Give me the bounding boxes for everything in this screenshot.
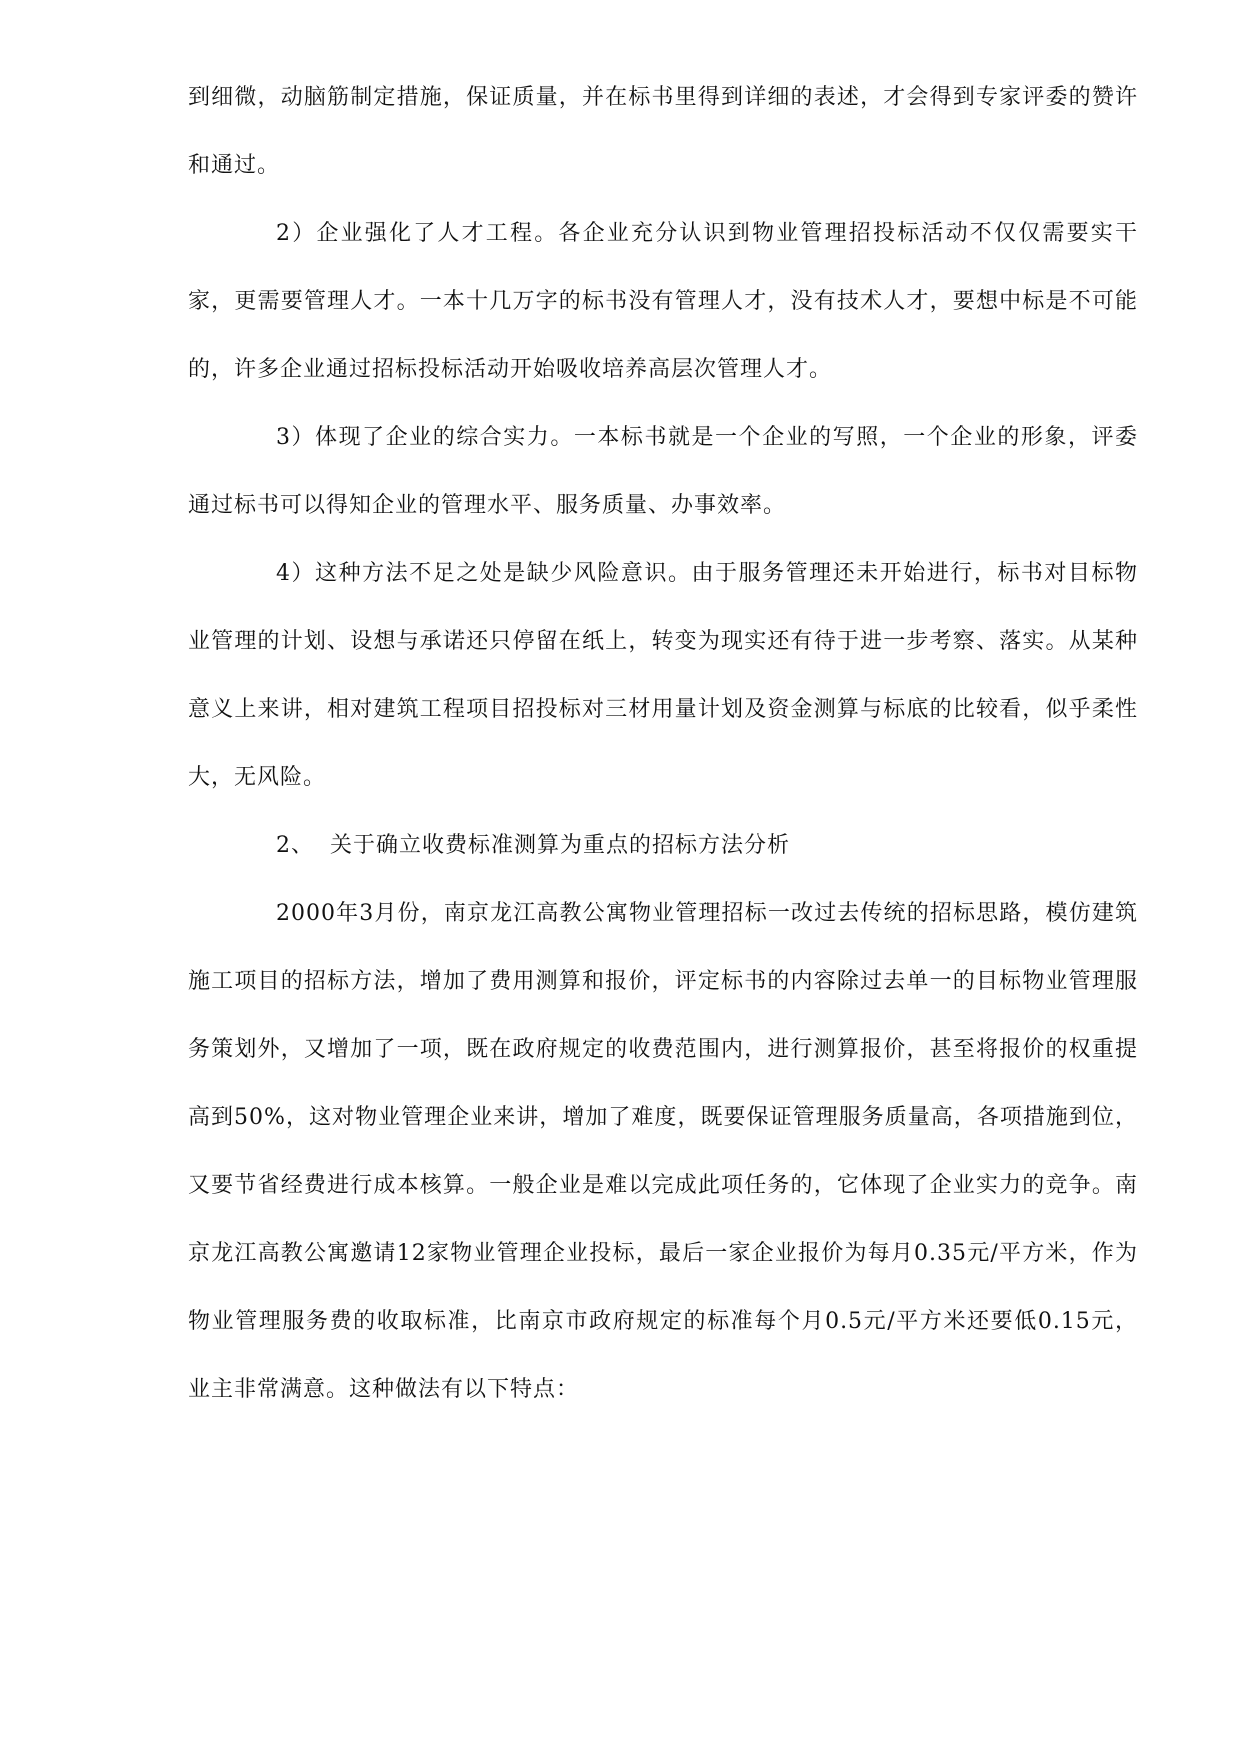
section-heading: 2、 关于确立收费标准测算为重点的招标方法分析 xyxy=(276,833,790,858)
document-body xyxy=(188,64,1138,1424)
paragraph-point-4: 4）这种方法不足之处是缺少风险意识。由于服务管理还未开始进行，标书对目标物业管理的计划、设想与承诺还只停留在纸上，转变为现实还有待于进一步考察、落实。从某种意义上来讲，相对建筑工程项目招投标对三材用量计划及资金测算与标底的比较看，似乎柔性大，无风险。 xyxy=(188,561,1138,790)
paragraph-point-3: 3）体现了企业的综合实力。一本标书就是一个企业的写照，一个企业的形象，评委通过标书可以得知企业的管理水平、服务质量、办事效率。 xyxy=(188,425,1138,518)
paragraph-point-2: 2）企业强化了人才工程。各企业充分认识到物业管理招投标活动不仅仅需要实干家，更需要管理人才。一本十几万字的标书没有管理人才，没有技术人才，要想中标是不可能的，许多企业通过招标投标活动开始吸收培养高层次管理人才。 xyxy=(188,221,1138,382)
paragraph-continuation: 到细微，动脑筋制定措施，保证质量，并在标书里得到详细的表述，才会得到专家评委的赞许和通过。 xyxy=(188,85,1138,178)
paragraph-nanjing-case: 2000年3月份，南京龙江高教公寓物业管理招标一改过去传统的招标思路，模仿建筑施工项目的招标方法，增加了费用测算和报价，评定标书的内容除过去单一的目标物业管理服务策划外，又增加了一项，既在政府规定的收费范围内，进行测算报价，甚至将报价的权重提高到50%，这对物业管理企业来讲，增加了难度，既要保证管理服务质量高，各项措施到位，又要节省经费进行成本核算。一般企业是难以完成此项任务的，它体现了企业实力的竞争。南京龙江高教公寓邀请12家物业管理企业投标，最后一家企业报价为每月0.35元/平方米，作为物业管理服务费的收取标准，比南京市政府规定的标准每个月0.5元/平方米还要低0.15元，业主非常满意。这种做法有以下特点： xyxy=(188,901,1138,1402)
